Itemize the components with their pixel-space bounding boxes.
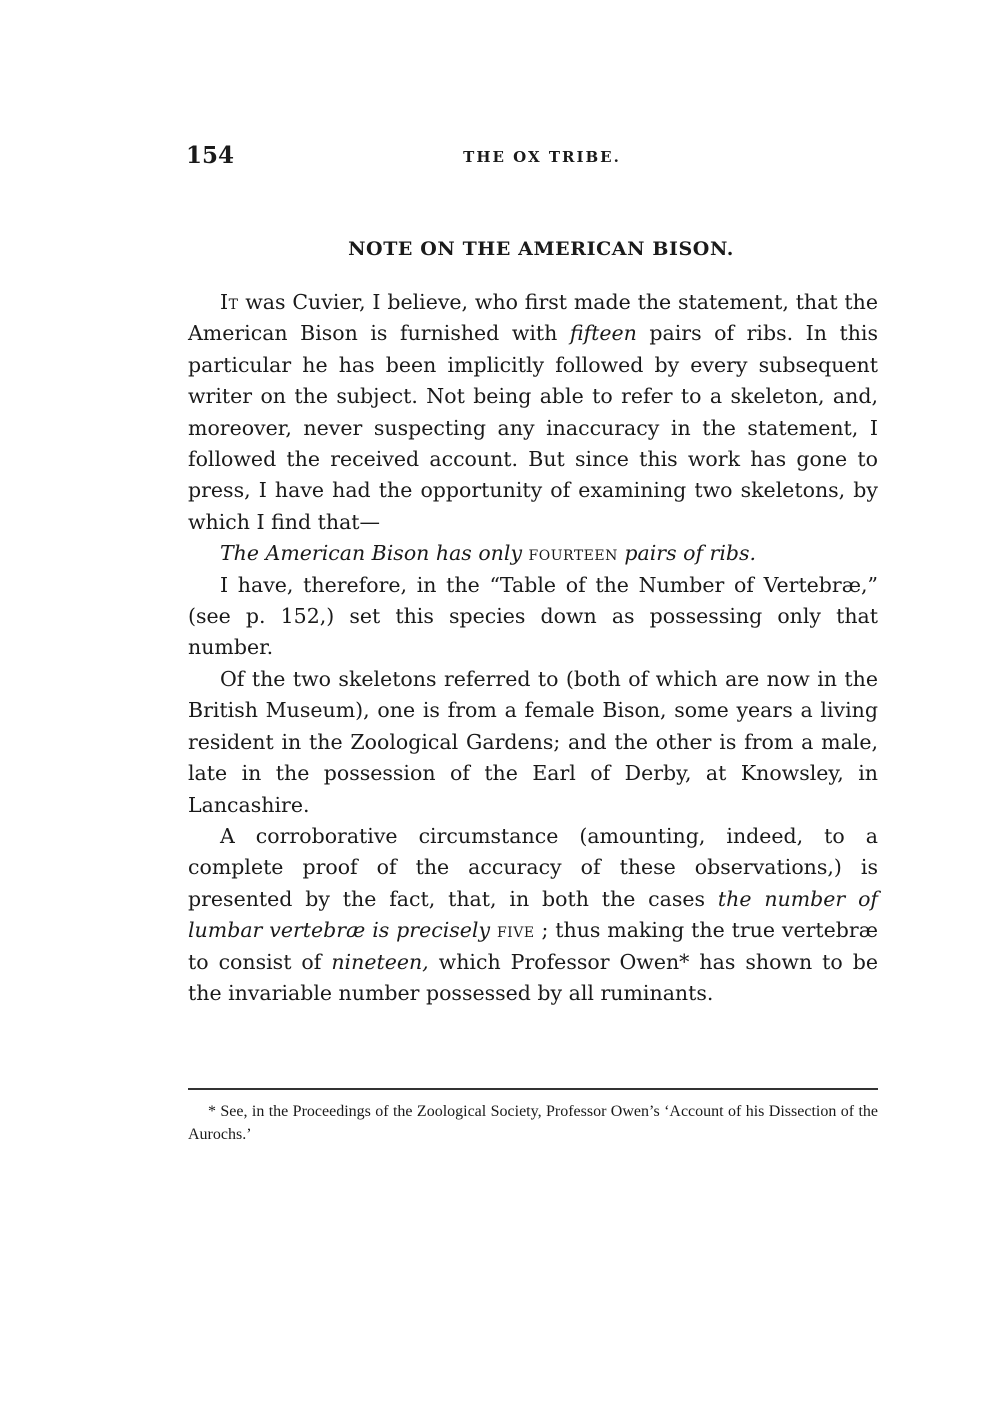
page-number: 154 [186,142,235,169]
footnote [188,1100,878,1146]
p5-small-caps: five [496,918,535,943]
p5-emphasis-2: nineteen, [331,949,429,974]
p1-text-2: pairs of ribs. In this particular he has been implicitly followed by every subsequent writer on the subject. Not being able to refer to a skeleton, and, moreover, never suspecting any inaccuracy in the statement, I followed the received account. But since this work has gone to press, I have had the opportunity of examining two skeletons, by which I find that— [188,321,878,534]
paragraph-5 [188,821,878,1009]
paragraph-2 [188,538,878,569]
lead-word: It [220,290,239,314]
running-title: THE OX TRIBE. [463,148,621,166]
p1-emphasis: fifteen [569,321,637,346]
p5-text-3: which Professor Owen* has shown to be the invariable number possessed by all ruminants. [188,949,878,1005]
p5-text-1: A corroborative circumstance (amounting, indeed, to a complete proof of the accuracy of these observations,) is presented by the fact, that, in both the cases [188,823,878,911]
paragraph-4: Of the two skeletons referred to (both of which are now in the British Museum), one is from a female Bison, some years a living resident in the Zoological Gardens; and the other is from a male, late in the possession of the Earl of Derby, at Knowsley, in Lancashire. [188,666,878,817]
p2-small-caps: fourteen [528,541,618,566]
p5-emphasis-1: the number of lumbar vertebræ is precisely [188,886,879,943]
p1-text-1: was Cuvier, I believe, who first made the statement, that the American Bison is furnished with [188,290,878,346]
p5-text-2: ; thus making the true vertebræ to consist of [188,918,878,974]
footnote-text: * See, in the Proceedings of the Zoological Society, Professor Owen’s ‘Account of his Dissection of the Aurochs.’ [188,1103,878,1143]
body-text [188,287,878,1009]
section-title: NOTE ON THE AMERICAN BISON. [348,238,734,260]
paragraph-3: I have, therefore, in the “Table of the Number of Vertebræ,” (see p. 152,) set this species down as possessing only that number. [188,572,878,660]
p2-emphasis-2: pairs of ribs. [617,541,757,566]
footnote-rule [188,1088,878,1090]
paragraph-1 [188,287,878,538]
p2-emphasis-1: The American Bison has only [220,541,529,566]
